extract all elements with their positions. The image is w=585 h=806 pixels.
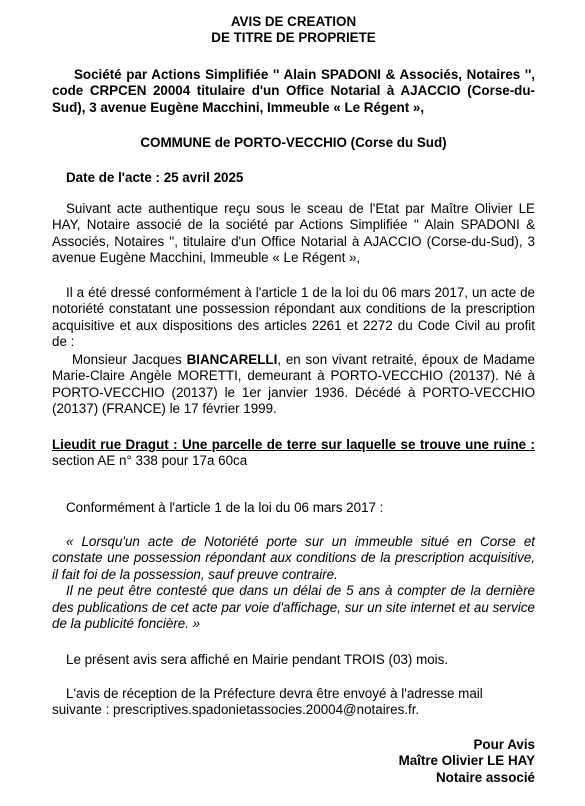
commune-heading: COMMUNE de PORTO-VECCHIO (Corse du Sud) [140, 135, 447, 150]
quote-paragraph-1: « Lorsqu'un acte de Notoriété porte sur un immeuble situé en Corse et constate une possession répondant aux conditions de la prescription acquisitive, il fait foi de la possession, sauf preuve contraire. [52, 534, 535, 582]
signature-line-3: Notaire associé [436, 769, 535, 785]
beneficiary-paragraph [52, 352, 535, 418]
intro-paragraph: Suivant acte authentique reçu sous le sceau de l'Etat par Maître Olivier LE HAY, Notaire associé de la société par Actions Simplifiée '' Alain SPADONI & Associés, Notaires '', titulaire d'un Office Notarial à AJACCIO (Corse-du-Sud), 3 avenue Eugène Macchini, Immeuble « Le Régent », [52, 201, 535, 266]
title-line-1: AVIS DE CREATION [230, 14, 357, 29]
lieudit-text: section AE n° 338 pour 17a 60ca [52, 453, 248, 469]
office-paragraph: Société par Actions Simplifiée '' Alain SPADONI & Associés, Notaires '', code CRPCEN 20004 titulaire d'un Office Notarial à AJACCIO (Corse-du-Sud), 3 avenue Eugène Macchini, Immeuble « Le Régent », [52, 67, 535, 115]
conformement-line: Conformément à l'article 1 de la loi du 06 mars 2017 : [66, 500, 384, 515]
document-title [52, 14, 535, 47]
lieudit-label: Lieudit rue Dragut : Une parcelle de terre sur laquelle se trouve une ruine : [52, 437, 535, 452]
signature-block [300, 737, 535, 786]
notoriete-paragraph: Il a été dressé conformément à l'article 1 de la loi du 06 mars 2017, un acte de notoriété constatant une possession répondant aux conditions de la prescription acquisitive et aux dispositions des articles 2261 et 2272 du Code Civil au profit de : [52, 285, 535, 350]
prefecture-paragraph: L'avis de réception de la Préfecture devra être envoyé à l'adresse mail suivante : prescriptives.spadonietassocies.20004@notaires.fr. [52, 686, 483, 718]
signature-line-2: Maître Olivier LE HAY [398, 753, 535, 769]
lieudit-paragraph [52, 437, 535, 470]
signature-line-1: Pour Avis [473, 737, 535, 752]
quote-paragraph-2: Il ne peut être contesté que dans un délai de 5 ans à compter de la dernière des publications de cet acte par voie d'affichage, sur un site internet et au service de la publicité foncière. » [52, 583, 535, 632]
beneficiary-after: , en son vivant retraité, époux de Madame Marie-Claire Angèle MORETTI, demeurant à PORTO-VECCHIO (20137). Né à PORTO-VECCHIO (20137) le 1er janvier 1936. Décédé à PORTO-VECCHIO (20137) (FRANCE) le 17 février 1999. [52, 352, 535, 417]
beneficiary-name: BIANCARELLI [186, 352, 278, 367]
title-line-2: DE TITRE DE PROPRIETE [211, 30, 376, 46]
beneficiary-before: Monsieur Jacques [72, 352, 187, 367]
affichage-line: Le présent avis sera affiché en Mairie pendant TROIS (03) mois. [66, 652, 449, 667]
legal-quote [52, 534, 535, 632]
date-of-act: Date de l'acte : 25 avril 2025 [66, 170, 244, 185]
